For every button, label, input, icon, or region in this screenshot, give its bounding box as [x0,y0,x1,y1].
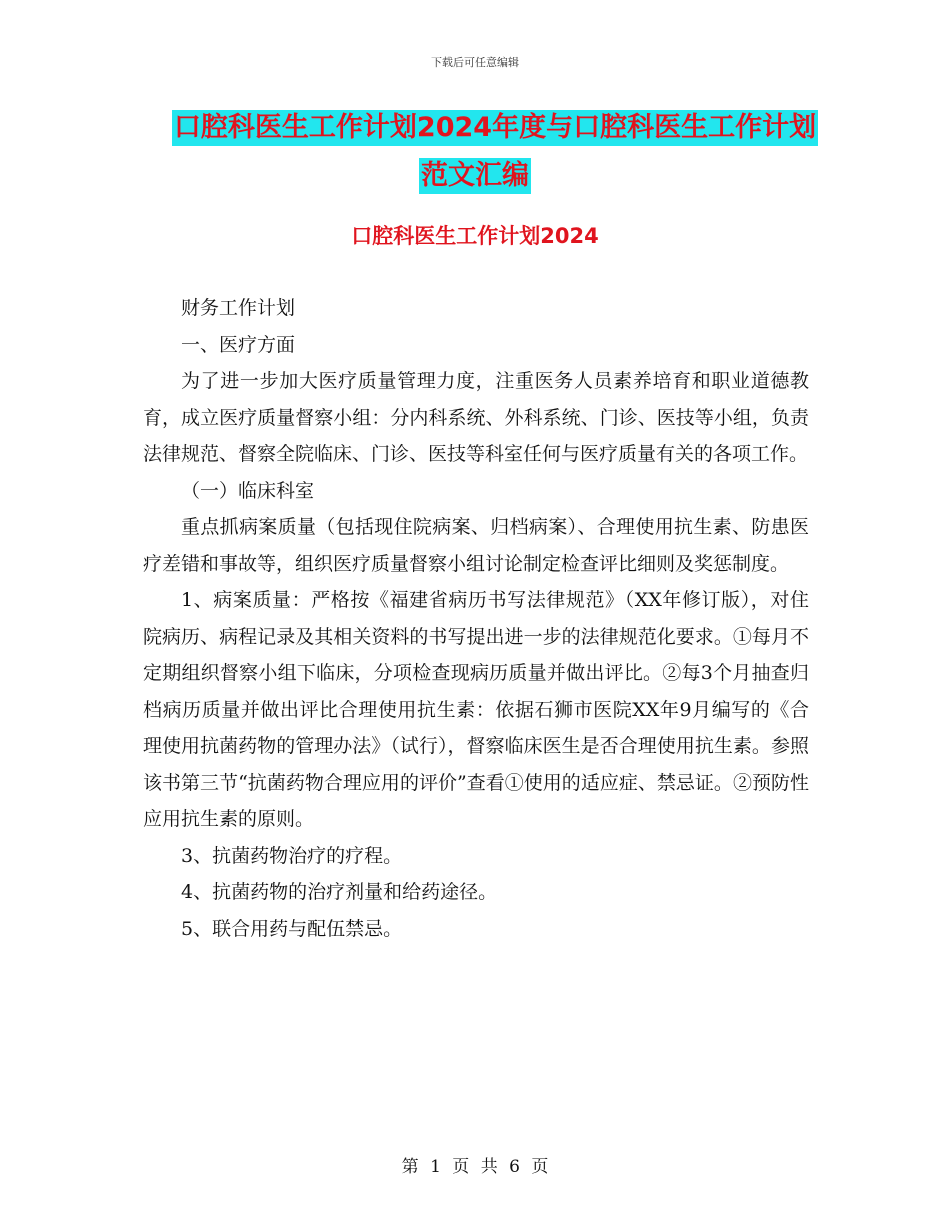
document-title [0,110,950,194]
paragraph: 一、医疗方面 [181,333,296,356]
paragraph: 1、病案质量：严格按《福建省病历书写法律规范》（XX年修订版），对住院病历、病程记录及其相关资料的书写提出进一步的法律规范化要求。①每月不定期组织督察小组下临床，分项检查现病历质量并做出评比。②每3个月抽查归档病历质量并做出评比合理使用抗生素：依据石狮市医院XX年9月编写的《合理使用抗菌药物的管理办法》（试行），督察临床医生是否合理使用抗生素。参照该书第三节“抗菌药物合理应用的评价”查看①使用的适应症、禁忌证。②预防性应用抗生素的原则。 [143,589,809,830]
page-number: 第 1 页 共 6 页 [401,1157,549,1177]
paragraph: （一）临床科室 [181,479,315,502]
paragraph: 重点抓病案质量（包括现住院病案、归档病案）、合理使用抗生素、防患医疗差错和事故等，组织医疗质量督察小组讨论制定检查评比细则及奖惩制度。 [143,516,809,575]
header-note: 下载后可任意编辑 [431,56,519,69]
section-title: 口腔科医生工作计划2024 [351,224,599,248]
title-line-1: 口腔科医生工作计划2024年度与口腔科医生工作计划 [172,110,818,146]
title-line-2: 范文汇编 [419,158,531,194]
paragraph: 财务工作计划 [181,297,296,319]
document-body [143,290,809,947]
paragraph: 4、抗菌药物的治疗剂量和给药途径。 [181,881,498,903]
paragraph: 为了进一步加大医疗质量管理力度，注重医务人员素养培育和职业道德教育，成立医疗质量督察小组：分内科系统、外科系统、门诊、医技等小组，负责法律规范、督察全院临床、门诊、医技等科室任何与医疗质量有关的各项工作。 [143,370,809,465]
paragraph: 3、抗菌药物治疗的疗程。 [181,844,403,867]
paragraph: 5、联合用药与配伍禁忌。 [181,917,403,940]
